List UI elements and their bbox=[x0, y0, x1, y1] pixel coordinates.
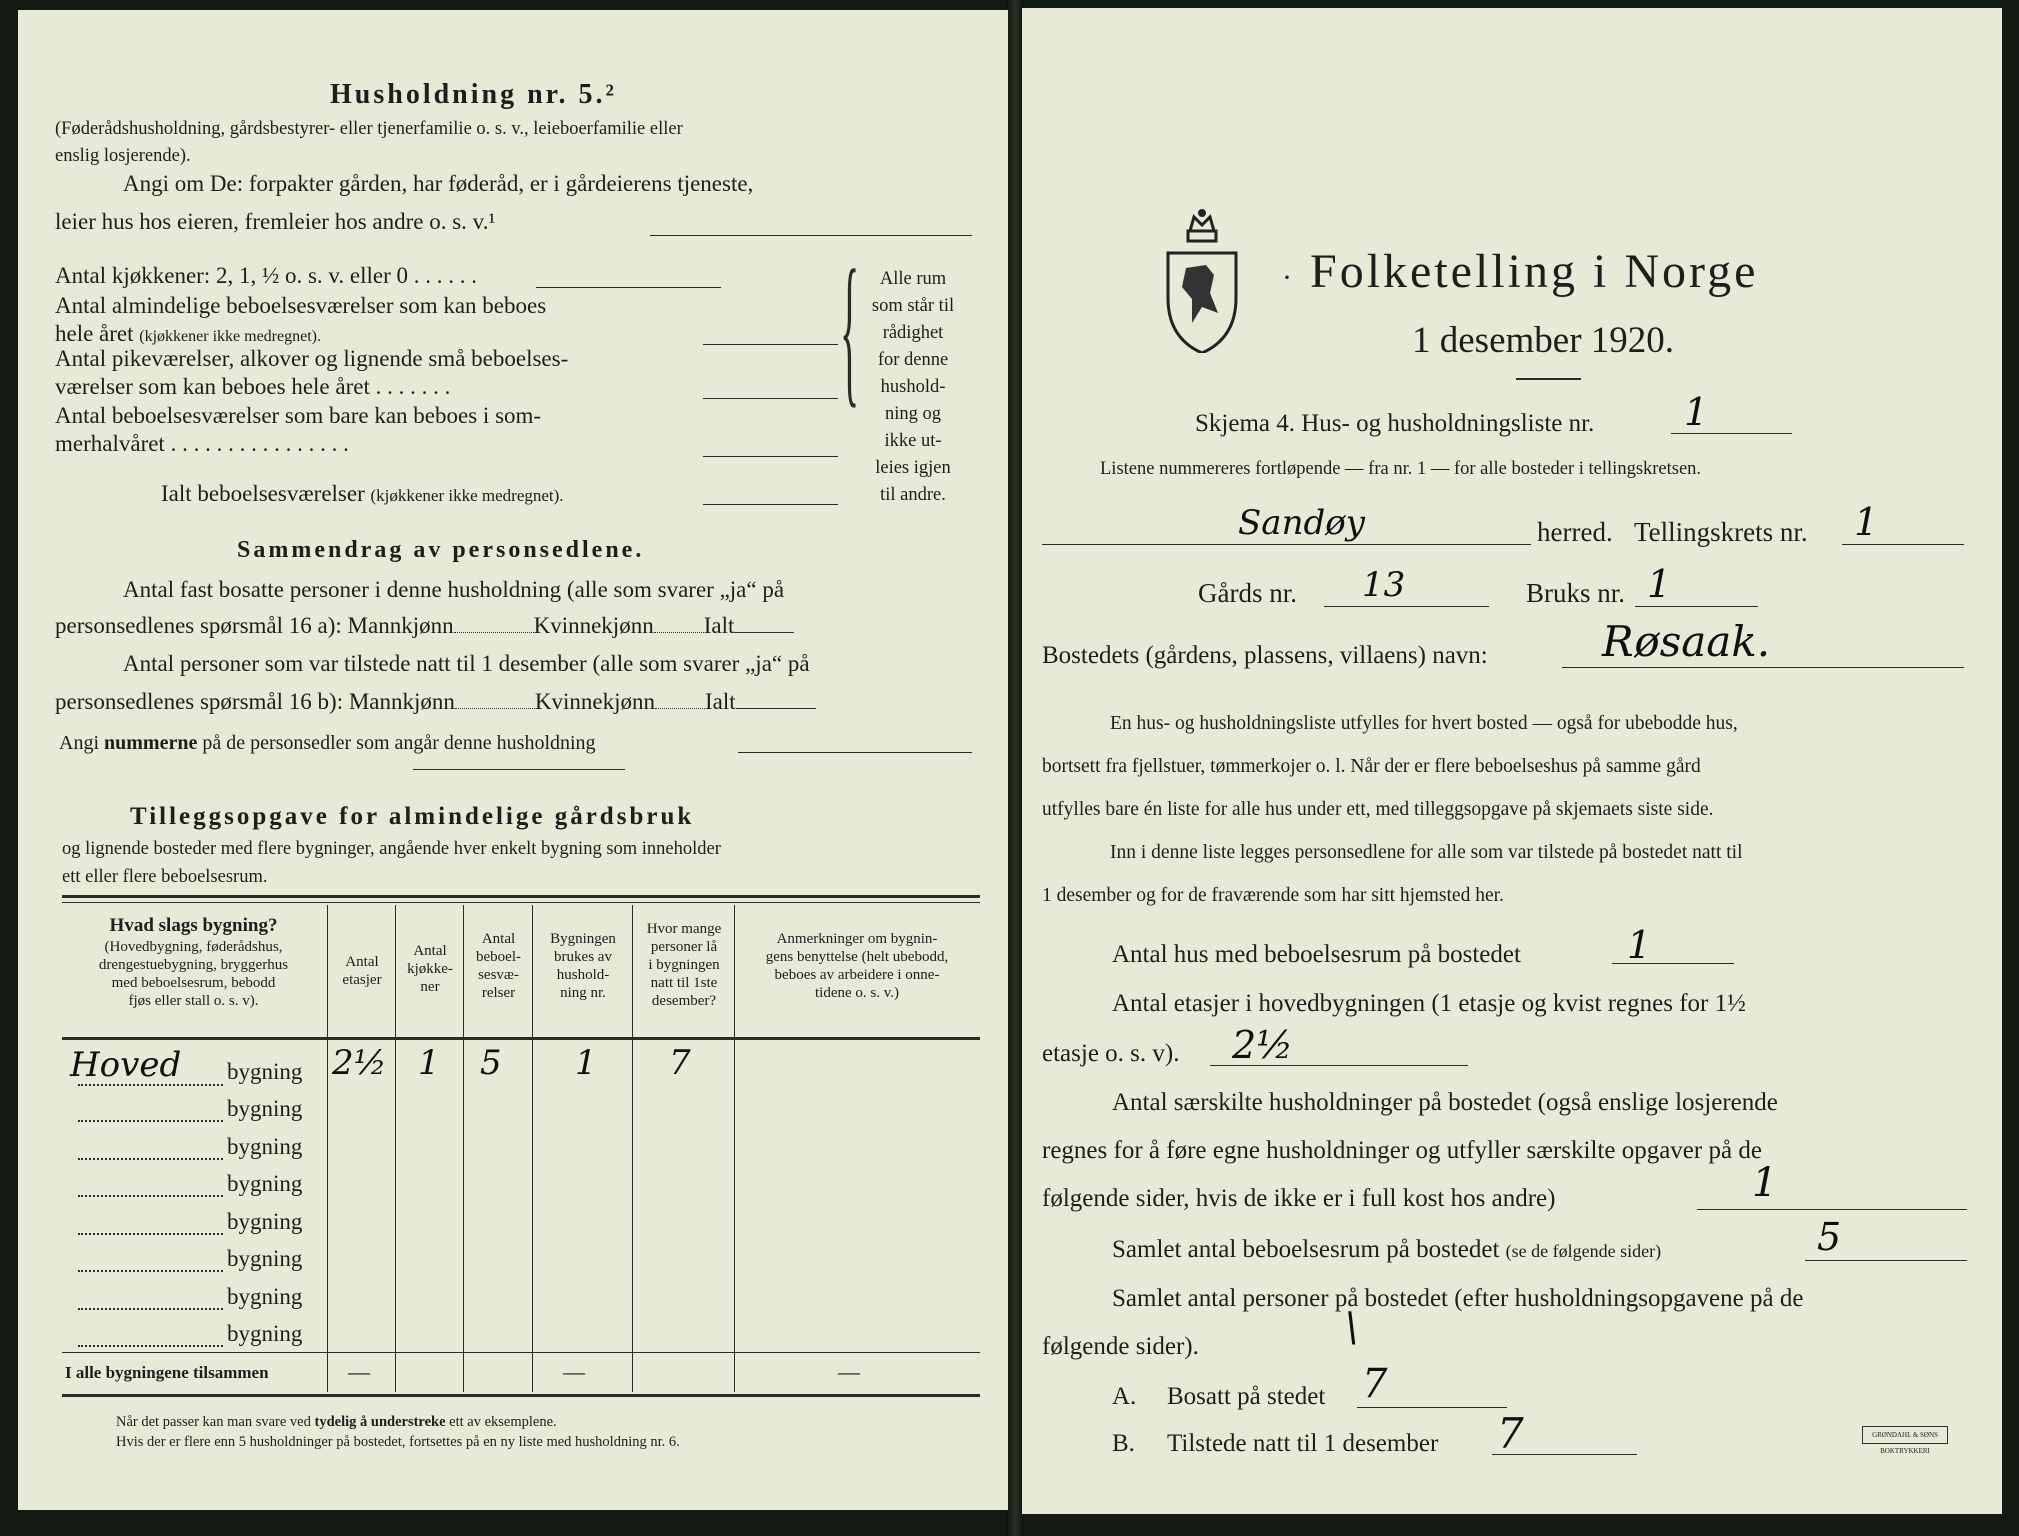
samlet-rum-line bbox=[1805, 1260, 1967, 1261]
row-2-bygning: bygning bbox=[227, 1096, 303, 1121]
total-etasjer: — bbox=[348, 1359, 370, 1384]
sarskilte-line-3: følgende sider, hvis de ikke er i full kost hos andre) bbox=[1042, 1185, 1556, 1212]
kjokken-answer bbox=[536, 287, 721, 288]
etasjer-line-1: Antal etasjer i hovedbygningen (1 etasje og kvist regnes for 1½ bbox=[1112, 990, 1746, 1017]
alm-label-2: hele året (kjøkkener ikke medregnet). bbox=[55, 321, 321, 346]
sarskilte-line-1: Antal særskilte husholdninger på bostedet (også enslige losjerende bbox=[1112, 1089, 1778, 1116]
pike-label-2: værelser som kan beboes hele året . . . . . . . bbox=[55, 374, 451, 399]
para2-line1: Inn i denne liste legges personsedlene for alle som var tilstede på bostedet natt til bbox=[1110, 842, 1743, 863]
bosatt-label: Bosatt på stedet bbox=[1167, 1383, 1326, 1410]
total-brukes: — bbox=[563, 1359, 585, 1384]
alm-label-1: Antal almindelige beboelsesværelser som kan beboes bbox=[55, 293, 547, 318]
row-1-bygning: bygning bbox=[227, 1059, 303, 1084]
sommer-label-1: Antal beboelsesværelser som bare kan beboes i som- bbox=[55, 403, 542, 428]
tellingskrets-label: Tellingskrets nr. bbox=[1634, 517, 1808, 547]
col-type-header: Hvad slags bygning? (Hovedbygning, føderådshus, drengestuebygning, bryggerhus med beboelsesrum, bebodd fjøs eller stall o. s. v). bbox=[98, 915, 289, 1009]
summary-p2a: Antal personer som var tilstede natt til 1 desember (alle som svarer „ja“ på bbox=[123, 651, 810, 676]
etasjer-line-2: etasje o. s. v). bbox=[1042, 1040, 1180, 1067]
bosatt-val: 7 bbox=[1362, 1361, 1388, 1407]
bruks-line bbox=[1635, 606, 1758, 607]
bruks-nr: 1 bbox=[1647, 562, 1672, 606]
bosatt-line bbox=[1357, 1407, 1507, 1408]
etasjer-val: 2½ bbox=[1232, 1023, 1294, 1067]
angi-answer-line bbox=[650, 235, 972, 236]
ialt-label: Ialt beboelsesværelser (kjøkkener ikke medregnet). bbox=[161, 481, 564, 506]
alm-answer bbox=[703, 344, 838, 345]
gards-line bbox=[1324, 606, 1489, 607]
pike-answer bbox=[703, 398, 838, 399]
left-page bbox=[18, 10, 1008, 1510]
row-1-brukes: 1 bbox=[575, 1043, 597, 1083]
bruks-label: Bruks nr. bbox=[1526, 578, 1626, 608]
antal-hus-label: Antal hus med beboelsesrum på bostedet bbox=[1112, 941, 1521, 968]
summary-p1b: personsedlenes spørsmål 16 a): Mannkjønn Kvinnekjønn Ialt bbox=[55, 613, 794, 638]
col-kjokkener-header: Antal kjøkke- ner bbox=[407, 943, 453, 995]
footnote-2: Hvis der er flere enn 5 husholdninger på bostedet, fortsettes på en ny liste med husholdning nr. 6. bbox=[116, 1434, 680, 1450]
summary-title: Sammendrag av personsedlene. bbox=[237, 537, 645, 563]
sarskilte-line-2: regnes for å føre egne husholdninger og utfyller særskilte opgaver på de bbox=[1042, 1137, 1762, 1164]
row-1-kjokkener: 1 bbox=[418, 1043, 440, 1083]
household-title: Husholdning nr. 5.² bbox=[330, 79, 617, 110]
form-date: 1 desember 1920. bbox=[1412, 320, 1675, 361]
intro-line-1: (Føderådshusholdning, gårdsbestyrer- eller tjenerfamilie o. s. v., leieboerfamilie eller bbox=[55, 119, 683, 139]
bosted-label: Bostedets (gårdens, plassens, villaens) navn: bbox=[1042, 642, 1488, 669]
kjokken-label: Antal kjøkkener: 2, 1, ½ o. s. v. eller 0 . . . . . . bbox=[55, 263, 478, 288]
col-anm-header: Anmerkninger om bygnin- gens benyttelse (helt ubebodd, beboes av arbeidere i onne- tidene o. s. v.) bbox=[765, 931, 949, 1001]
angi-line-1: Angi om De: forpakter gården, har føderåd, er i gårdeierens tjeneste, bbox=[123, 171, 754, 196]
tellingskrets-line bbox=[1842, 544, 1964, 545]
samlet-pers-line-1: Samlet antal personer på bostedet (efter husholdningsopgavene på de bbox=[1112, 1285, 1804, 1312]
col-personer-header: Hvor mange personer lå i bygningen natt til 1ste desember? bbox=[646, 921, 722, 1009]
right-page bbox=[1022, 8, 2002, 1514]
antal-hus-val: 1 bbox=[1627, 923, 1652, 967]
divider bbox=[413, 769, 625, 770]
para1-line3: utfylles bare én liste for alle hus under ett, med tilleggsopgave på skjemaets siste side. bbox=[1042, 799, 1714, 820]
tilstede-label: Tilstede natt til 1 desember bbox=[1167, 1430, 1439, 1457]
row-3-bygning: bygning bbox=[227, 1134, 303, 1159]
intro-line-2: enslig losjerende). bbox=[55, 146, 191, 166]
bosatt-prefix: A. bbox=[1112, 1383, 1137, 1410]
tillegg-sub-1: og lignende bosteder med flere bygninger, angående hver enkelt bygning som inneholder bbox=[62, 839, 721, 859]
samlet-rum-val: 5 bbox=[1817, 1215, 1842, 1259]
row-7-bygning: bygning bbox=[227, 1284, 303, 1309]
footnote-1: Når det passer kan man svare ved tydelig å understreke ett av eksemplene. bbox=[116, 1414, 557, 1430]
row-1-etasjer: 2½ bbox=[332, 1043, 387, 1083]
col-brukes-header: Bygningen brukes av hushold- ning nr. bbox=[550, 931, 616, 1001]
tellingskrets-nr: 1 bbox=[1854, 500, 1879, 544]
rooms-note: Alle rum som står til rådighet for denne hushold- ning og ikke ut- leies igjen til andre. bbox=[871, 269, 955, 505]
tillegg-sub-2: ett eller flere beboelsesrum. bbox=[62, 867, 268, 887]
listene-note: Listene nummereres fortløpende — fra nr. 1 — for alle bosteder i tellingskretsen. bbox=[1100, 459, 1702, 479]
bosted-navn: Røsaak. bbox=[1602, 617, 1771, 666]
samlet-rum-label: Samlet antal beboelsesrum på bostedet (se de følgende sider) bbox=[1112, 1236, 1662, 1263]
tilstede-prefix: B. bbox=[1112, 1430, 1135, 1457]
samlet-pers-mark: \ bbox=[1345, 1305, 1359, 1351]
row-5-bygning: bygning bbox=[227, 1209, 303, 1234]
row-1-vaerelser: 5 bbox=[480, 1043, 502, 1083]
gards-label: Gårds nr. bbox=[1198, 578, 1297, 608]
gards-nr: 13 bbox=[1362, 565, 1406, 605]
herred-name: Sandøy bbox=[1238, 503, 1365, 543]
skjema-nr: 1 bbox=[1684, 390, 1709, 434]
skjema-label: Skjema 4. Hus- og husholdningsliste nr. bbox=[1195, 410, 1595, 437]
summary-p1a: Antal fast bosatte personer i denne husholdning (alle som svarer „ja“ på bbox=[123, 577, 785, 602]
form-title: · Folketelling i Norge bbox=[1282, 245, 1759, 298]
total-anm: — bbox=[838, 1359, 860, 1384]
row-1-personer: 7 bbox=[669, 1043, 691, 1083]
col-vaerelser-header: Antal beboel- sesvæ- relser bbox=[476, 931, 521, 1001]
pike-label-1: Antal pikeværelser, alkover og lignende små beboelses- bbox=[55, 346, 569, 371]
brace: { bbox=[840, 233, 860, 423]
row-4-bygning: bygning bbox=[227, 1171, 303, 1196]
title-divider bbox=[1516, 378, 1581, 380]
row-6-bygning: bygning bbox=[227, 1246, 303, 1271]
para2-line2: 1 desember og for de fraværende som har sitt hjemsted her. bbox=[1042, 885, 1504, 906]
col-etasjer-header: Antal etasjer bbox=[342, 954, 382, 988]
row-1-type: Hoved bbox=[70, 1045, 182, 1085]
printer-mark: GRØNDAHL & SØNS BOKTRYKKERI bbox=[1862, 1426, 1948, 1444]
herred-label: herred. bbox=[1537, 517, 1613, 547]
herred-line bbox=[1042, 544, 1531, 545]
row-8-bygning: bygning bbox=[227, 1321, 303, 1346]
bosted-line bbox=[1562, 667, 1964, 668]
sarskilte-val: 1 bbox=[1752, 1160, 1778, 1206]
samlet-pers-line-2: følgende sider). bbox=[1042, 1333, 1199, 1360]
tillegg-title: Tilleggsopgave for almindelige gårdsbruk bbox=[130, 803, 695, 830]
ialt-answer bbox=[703, 504, 838, 505]
total-label: I alle bygningene tilsammen bbox=[65, 1363, 269, 1382]
sommer-label-2: merhalvåret . . . . . . . . . . . . . . . . bbox=[55, 431, 349, 456]
angi-nummer-line bbox=[738, 752, 972, 753]
angi-line-2: leier hus hos eieren, fremleier hos andre o. s. v.¹ bbox=[55, 209, 496, 234]
summary-angi: Angi nummerne på de personsedler som angår denne husholdning bbox=[59, 732, 596, 754]
tilstede-val: 7 bbox=[1497, 1409, 1524, 1458]
summary-p2b: personsedlenes spørsmål 16 b): Mannkjønn Kvinnekjønn Ialt bbox=[55, 689, 816, 714]
para1-line1: En hus- og husholdningsliste utfylles for hvert bosted — også for ubebodde hus, bbox=[1110, 713, 1738, 734]
para1-line2: bortsett fra fjellstuer, tømmerkojer o. l. Når der er flere beboelseshus på samme gård bbox=[1042, 756, 1701, 777]
coat-of-arms-icon bbox=[1162, 203, 1242, 353]
sarskilte-answer-line bbox=[1697, 1209, 1967, 1210]
sommer-answer bbox=[703, 456, 838, 457]
